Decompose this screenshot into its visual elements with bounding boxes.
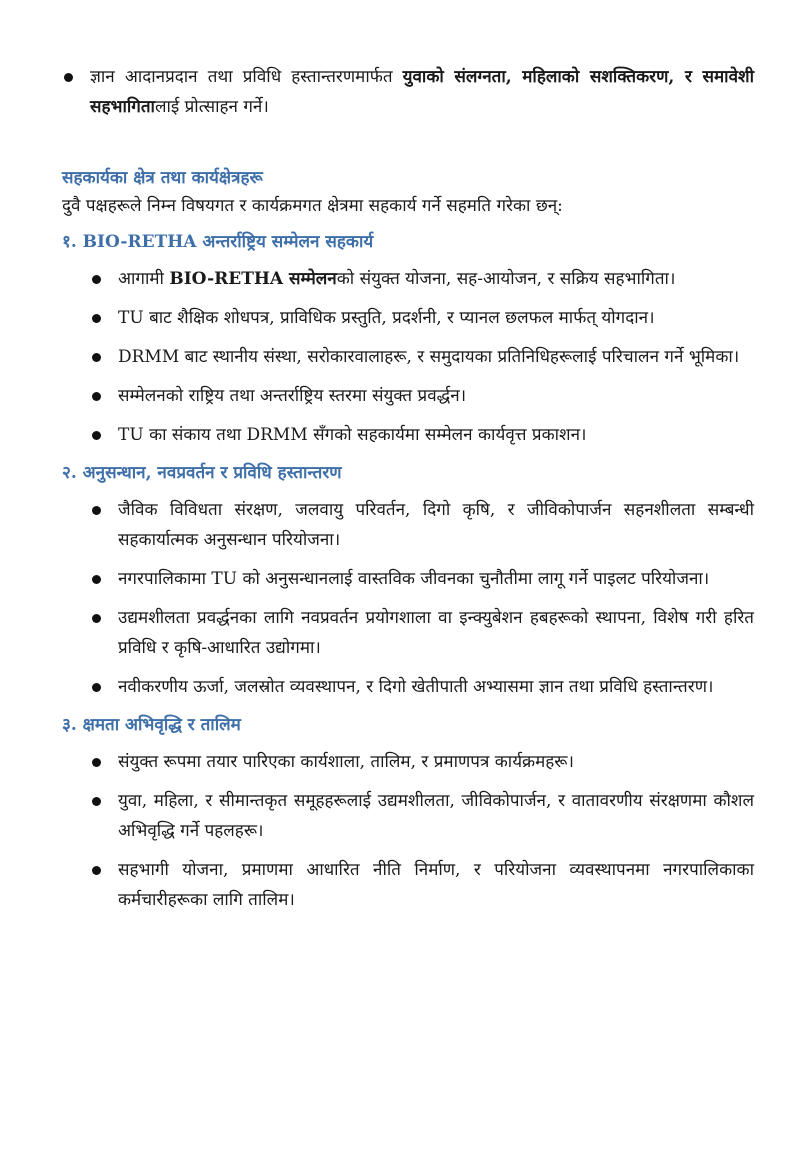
- list-item: संयुक्त रूपमा तयार पारिएका कार्यशाला, तालिम, र प्रमाणपत्र कार्यक्रमहरू।: [90, 747, 754, 777]
- list-item: सहभागी योजना, प्रमाणमा आधारित नीति निर्माण, र परियोजना व्यवस्थापनमा नगरपालिकाका कर्मचारीहरूका लागि तालिम।: [90, 855, 754, 915]
- areas-title: सहकार्यका क्षेत्र तथा कार्यक्षेत्रहरू: [62, 168, 263, 188]
- bullet-icon: [92, 758, 101, 767]
- bullet-icon: [92, 614, 101, 623]
- bullet-icon: [92, 506, 101, 515]
- list-item: आगामी BIO-RETHA सम्मेलनको संयुक्त योजना, सह-आयोजन, र सक्रिय सहभागिता।: [90, 264, 754, 294]
- list-item: DRMM बाट स्थानीय संस्था, सरोकारवालाहरू, र समुदायका प्रतिनिधिहरूलाई परिचालन गर्ने भूमिका।: [90, 342, 754, 372]
- list-item: जैविक विविधता संरक्षण, जलवायु परिवर्तन, दिगो कृषि, र जीविकोपार्जन सहनशीलता सम्बन्धी सहकार्यात्मक अनुसन्धान परियोजना।: [90, 495, 754, 555]
- bullet-icon: [92, 683, 101, 692]
- list-item: युवा, महिला, र सीमान्तकृत समूहहरूलाई उद्यमशीलता, जीविकोपार्जन, र वातावरणीय संरक्षणमा कौशल अभिवृद्धि गर्ने पहलहरू।: [90, 786, 754, 846]
- list-item: TU का संकाय तथा DRMM सँगको सहकार्यमा सम्मेलन कार्यवृत्त प्रकाशन।: [90, 420, 754, 450]
- bullet-icon: [92, 314, 101, 323]
- bullet-icon: [92, 797, 101, 806]
- list-item: नवीकरणीय ऊर्जा, जलस्रोत व्यवस्थापन, र दिगो खेतीपाती अभ्यासमा ज्ञान तथा प्रविधि हस्तान्तरण।: [90, 672, 754, 702]
- section-heading-1: १. BIO-RETHA अन्तर्राष्ट्रिय सम्मेलन सहकार्य: [62, 232, 374, 252]
- section-heading-2: २. अनुसन्धान, नवप्रवर्तन र प्रविधि हस्तान्तरण: [62, 463, 342, 483]
- intro-text: ज्ञान आदानप्रदान तथा प्रविधि हस्तान्तरणमार्फत युवाको संलग्नता, महिलाको सशक्तिकरण, र समावेशी सहभागितालाई प्रोत्साहन गर्ने।: [90, 67, 754, 117]
- areas-subtitle: दुवै पक्षहरूले निम्न विषयगत र कार्यक्रमगत क्षेत्रमा सहकार्य गर्ने सहमति गरेका छन्:: [62, 196, 563, 216]
- bullet-icon: [92, 866, 101, 875]
- bullet-icon: [92, 431, 101, 440]
- bullet-icon: [92, 353, 101, 362]
- list-item: सम्मेलनको राष्ट्रिय तथा अन्तर्राष्ट्रिय स्तरमा संयुक्त प्रवर्द्धन।: [90, 381, 754, 411]
- section-3-list: [62, 747, 754, 915]
- intro-bullet: [62, 62, 754, 122]
- list-item: उद्यमशीलता प्रवर्द्धनका लागि नवप्रवर्तन प्रयोगशाला वा इन्क्युबेशन हबहरूको स्थापना, विशेष गरी हरित प्रविधि र कृषि-आधारित उद्योगमा।: [90, 603, 754, 663]
- bullet-icon: [64, 73, 73, 82]
- section-1-list: [62, 264, 754, 450]
- list-item: नगरपालिकामा TU को अनुसन्धानलाई वास्तविक जीवनका चुनौतीमा लागू गर्ने पाइलट परियोजना।: [90, 564, 754, 594]
- list-item: TU बाट शैक्षिक शोधपत्र, प्राविधिक प्रस्तुति, प्रदर्शनी, र प्यानल छलफल मार्फत् योगदान।: [90, 303, 754, 333]
- section-2-list: [62, 495, 754, 702]
- bullet-icon: [92, 275, 101, 284]
- section-heading-3: ३. क्षमता अभिवृद्धि र तालिम: [62, 715, 241, 735]
- bullet-icon: [92, 392, 101, 401]
- bullet-icon: [92, 575, 101, 584]
